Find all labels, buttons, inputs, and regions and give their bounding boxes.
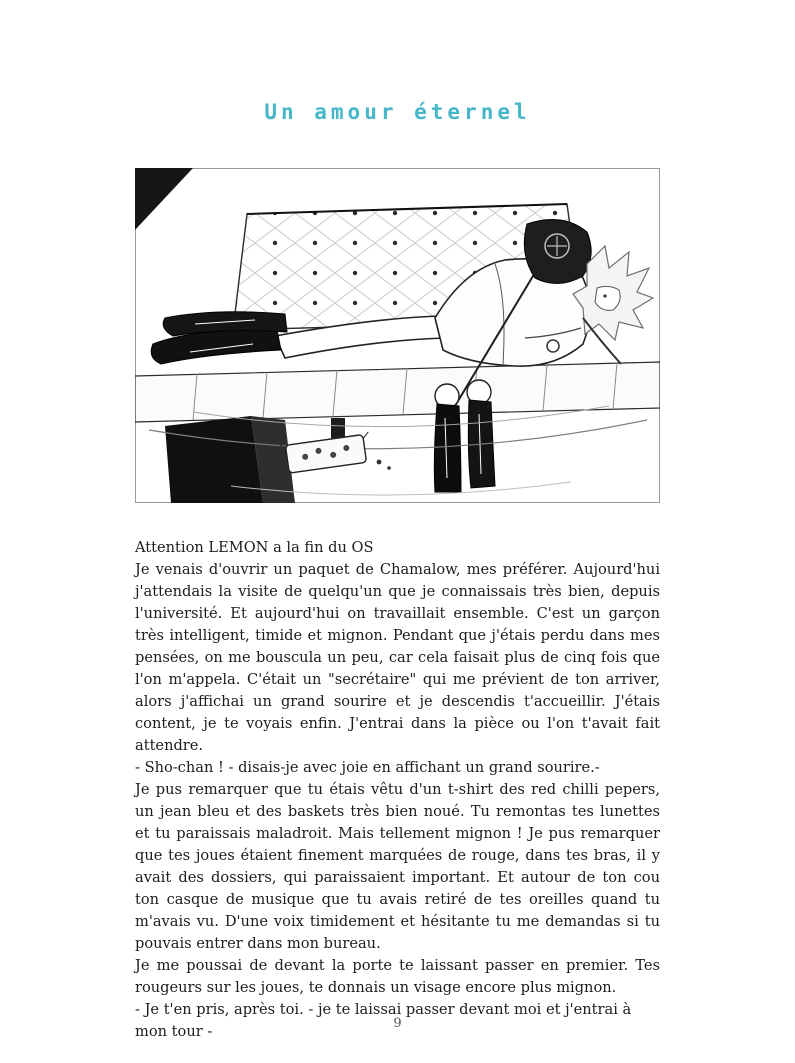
paragraph-description: Je pus remarquer que tu étais vêtu d'un t-shirt des red chilli pepers, un jean bleu et des baskets très bien noué. Tu remontas tes lunettes et tu paraissais maladroit. Mais tellement mignon ! Je pus remarquer que tes joues étaient finement marquées de rouge, dans tes bras, il y avait des dossiers, qui paraissaient important. Et autour de ton cou ton casque de musique que tu avais retiré de tes oreilles quand tu m'avais vu. D'une voix timidement et hésitante tu me demandas si tu pouvais entrer dans mon bureau. — [135, 781, 660, 952]
manga-illustration-art — [135, 168, 660, 503]
story-text — [135, 537, 660, 1043]
paragraph-intro: Je venais d'ouvrir un paquet de Chamalow, mes préférer. Aujourd'hui j'attendais la visite de quelqu'un que je connaissais très bien, depuis l'université. Et aujourd'hui on travaillait ensemble. C'est un garçon très intelligent, timide et mignon. Pendant que j'étais perdu dans mes pensées, on me bouscula un peu, car cela faisait plus de cinq fois que l'on m'appela. C'était un "secrétaire" qui me prévient de ton arriver, alors j'affichai un grand sourire et je descendis t'accueillir. J'étais content, je te voyais enfin. J'entrai dans la pièce ou l'on t'avait fait attendre. — [135, 561, 660, 754]
manga-illustration — [135, 168, 660, 503]
paragraph-dialogue-1: - Sho-chan ! - disais-je avec joie en affichant un grand sourire.- — [135, 759, 600, 776]
paragraph-door: Je me poussai de devant la porte te laissant passer en premier. Tes rougeurs sur les joues, te donnais un visage encore plus mignon. — [135, 957, 660, 996]
page-number: 9 — [393, 1016, 402, 1031]
page-title: Un amour éternel — [264, 100, 531, 124]
paragraph-dialogue-2: - Je t'en pris, après toi. - je te laissai passer devant moi et j'entrai à mon tour - — [135, 1001, 632, 1040]
paragraph-warning: Attention LEMON a la fin du OS — [135, 539, 374, 556]
